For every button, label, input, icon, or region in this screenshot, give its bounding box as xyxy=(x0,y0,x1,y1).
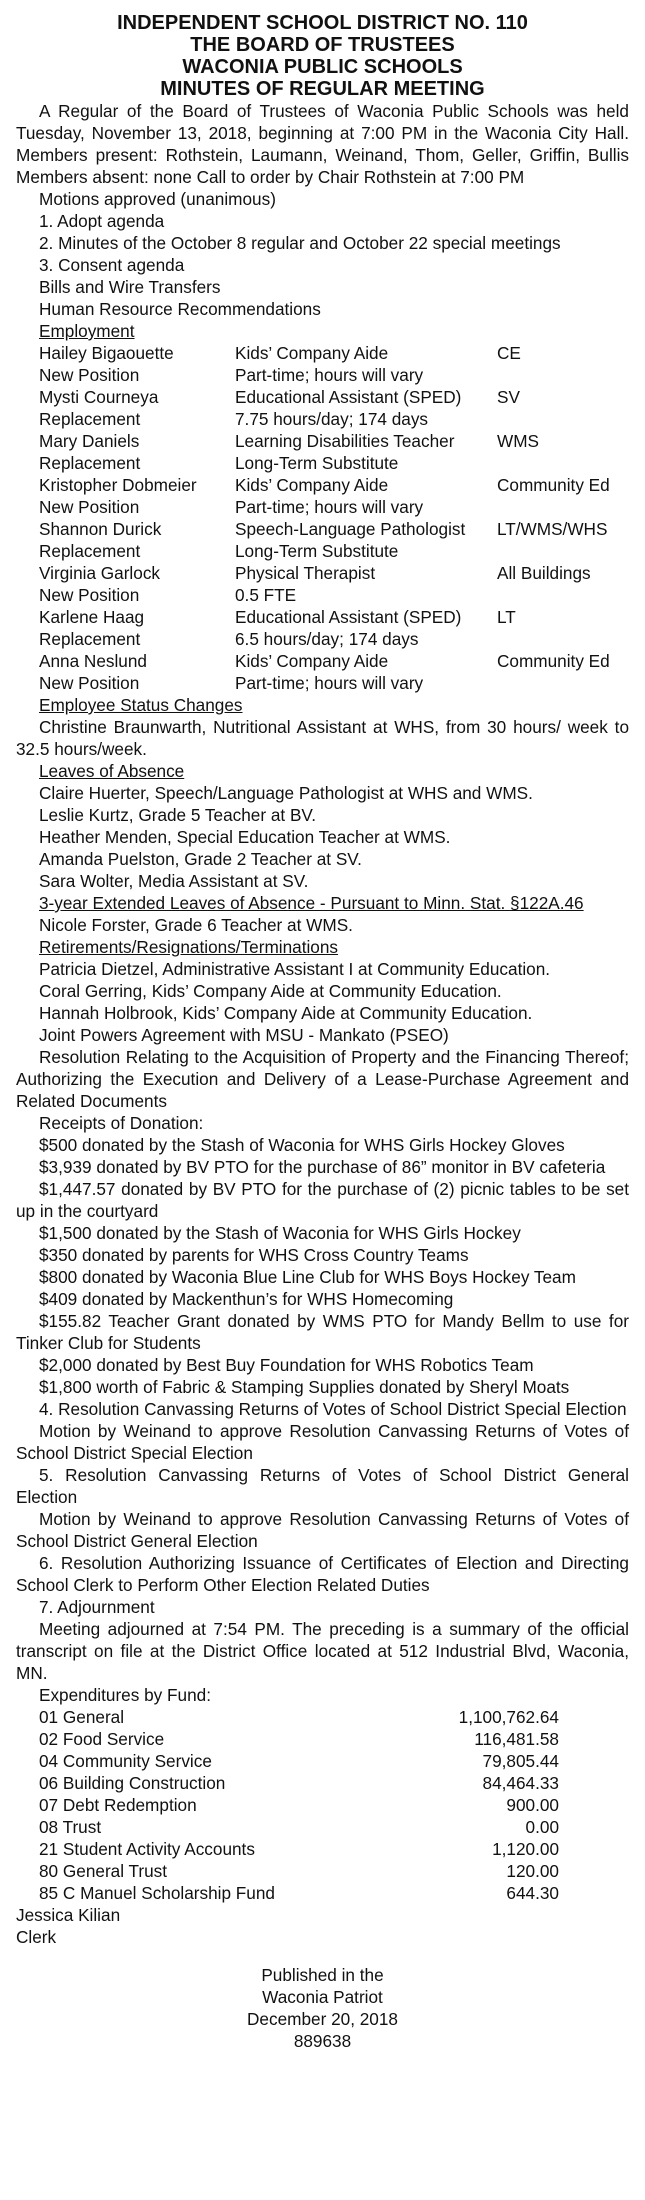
fund-amount: 84,464.33 xyxy=(482,1773,559,1793)
fund-name: 01 General xyxy=(39,1707,125,1727)
agenda-item: Motions approved (unanimous) xyxy=(39,189,276,209)
employee-location: Community Ed xyxy=(497,651,610,671)
agenda-item: 7. Adjournment xyxy=(39,1597,155,1617)
employee-name: New Position xyxy=(39,365,140,385)
donation-item: $1,447.57 donated by BV PTO for the purchase of (2) picnic tables to be set up in the courtyard xyxy=(16,1179,629,1221)
employee-location: LT xyxy=(497,607,516,627)
published-line: Published in the xyxy=(261,1965,384,1985)
receipts-heading: Receipts of Donation: xyxy=(39,1113,204,1133)
employee-role: Kids’ Company Aide xyxy=(235,475,389,495)
fund-name: 85 C Manuel Scholarship Fund xyxy=(39,1883,275,1903)
employee-role: Long-Term Substitute xyxy=(235,453,399,473)
employee-location: All Buildings xyxy=(497,563,591,583)
publication-date: December 20, 2018 xyxy=(247,2009,398,2029)
employee-location xyxy=(497,364,629,386)
employee-role: 0.5 FTE xyxy=(235,585,297,605)
employee-name: Replacement xyxy=(39,629,141,649)
expenditure-row xyxy=(16,1838,629,1860)
agenda-list xyxy=(16,188,629,320)
employee-name: Kristopher Dobmeier xyxy=(39,475,197,495)
employee-location xyxy=(497,496,629,518)
expenditure-row xyxy=(16,1882,629,1904)
employee-name: Shannon Durick xyxy=(39,519,162,539)
employee-role: 6.5 hours/day; 174 days xyxy=(235,629,419,649)
list-item: Patricia Dietzel, Administrative Assistant I at Community Education. xyxy=(39,959,551,979)
agenda-item: 3. Consent agenda xyxy=(39,255,185,275)
list-item: Hannah Holbrook, Kids’ Company Aide at Community Education. xyxy=(39,1003,533,1023)
employee-role: Part-time; hours will vary xyxy=(235,365,424,385)
fund-amount: 0.00 xyxy=(525,1817,559,1837)
minutes-title: MINUTES OF REGULAR MEETING xyxy=(160,78,485,100)
fund-amount: 1,120.00 xyxy=(492,1839,559,1859)
employment-row xyxy=(16,540,629,562)
employee-location xyxy=(497,584,629,606)
retirements-list xyxy=(16,958,629,1046)
employment-row xyxy=(16,408,629,430)
employee-location: WMS xyxy=(497,431,540,451)
employee-role: Educational Assistant (SPED) xyxy=(235,387,462,407)
employee-role: Kids’ Company Aide xyxy=(235,343,389,363)
employee-role: Speech-Language Pathologist xyxy=(235,519,466,539)
list-item: Nicole Forster, Grade 6 Teacher at WMS. xyxy=(39,915,353,935)
extended-leaves-heading: 3-year Extended Leaves of Absence - Pursuant to Minn. Stat. §122A.46 xyxy=(39,893,584,913)
agenda-item: 1. Adopt agenda xyxy=(39,211,165,231)
employment-row xyxy=(16,672,629,694)
employment-row xyxy=(16,650,629,672)
employee-name: New Position xyxy=(39,585,140,605)
publication-name: Waconia Patriot xyxy=(262,1987,383,2007)
agenda-item: 2. Minutes of the October 8 regular and October 22 special meetings xyxy=(39,233,561,253)
employee-role: Kids’ Company Aide xyxy=(235,651,389,671)
donation-item: $500 donated by the Stash of Waconia for WHS Girls Hockey Gloves xyxy=(39,1135,565,1155)
retirements-heading: Retirements/Resignations/Terminations xyxy=(39,937,339,957)
employee-name: Anna Neslund xyxy=(39,651,147,671)
expenditure-row xyxy=(16,1772,629,1794)
schools-title: WACONIA PUBLIC SCHOOLS xyxy=(182,56,463,78)
employment-row xyxy=(16,562,629,584)
donation-item: $1,500 donated by the Stash of Waconia for WHS Girls Hockey xyxy=(39,1223,521,1243)
employee-role: Long-Term Substitute xyxy=(235,541,399,561)
employment-row xyxy=(16,518,629,540)
employee-role: Part-time; hours will vary xyxy=(235,497,424,517)
board-title: THE BOARD OF TRUSTEES xyxy=(190,34,455,56)
fund-name: 21 Student Activity Accounts xyxy=(39,1839,255,1859)
list-item: Heather Menden, Special Education Teacher at WMS. xyxy=(39,827,451,847)
notice-number: 889638 xyxy=(293,2031,352,2051)
signature-title: Clerk xyxy=(16,1927,57,1947)
employee-name: Replacement xyxy=(39,541,141,561)
donation-item: $409 donated by Mackenthun’s for WHS Homecoming xyxy=(39,1289,454,1309)
employee-name: New Position xyxy=(39,673,140,693)
employment-row xyxy=(16,386,629,408)
motion-text: Motion by Weinand to approve Resolution Canvassing Returns of Votes of School District General Election xyxy=(16,1509,629,1551)
employee-name: Mary Daniels xyxy=(39,431,140,451)
fund-name: 02 Food Service xyxy=(39,1729,165,1749)
employee-location: CE xyxy=(497,343,521,363)
employee-name: New Position xyxy=(39,497,140,517)
fund-amount: 79,805.44 xyxy=(482,1751,559,1771)
donation-item: $155.82 Teacher Grant donated by WMS PTO for Mandy Bellm to use for Tinker Club for Students xyxy=(16,1311,629,1353)
employee-location xyxy=(497,408,629,430)
agenda-items-continued xyxy=(16,1398,629,1684)
employee-name: Replacement xyxy=(39,453,141,473)
employee-location xyxy=(497,672,629,694)
agenda-item: 4. Resolution Canvassing Returns of Votes of School District Special Election xyxy=(39,1399,627,1419)
employee-location xyxy=(497,452,629,474)
fund-amount: 644.30 xyxy=(506,1883,559,1903)
employment-row xyxy=(16,452,629,474)
employment-row xyxy=(16,342,629,364)
agenda-item: Bills and Wire Transfers xyxy=(39,277,221,297)
publication-footer xyxy=(16,1964,629,2052)
employment-row xyxy=(16,584,629,606)
donation-item: $800 donated by Waconia Blue Line Club for WHS Boys Hockey Team xyxy=(39,1267,576,1287)
notice-header xyxy=(16,12,629,100)
fund-amount: 900.00 xyxy=(506,1795,559,1815)
fund-amount: 120.00 xyxy=(506,1861,559,1881)
expenditures-heading: Expenditures by Fund: xyxy=(39,1685,211,1705)
list-item: Claire Huerter, Speech/Language Pathologist at WHS and WMS. xyxy=(39,783,533,803)
employment-row xyxy=(16,606,629,628)
fund-amount: 1,100,762.64 xyxy=(458,1707,559,1727)
expenditure-row xyxy=(16,1750,629,1772)
employee-name: Mysti Courneya xyxy=(39,387,159,407)
motion-text: Motion by Weinand to approve Resolution Canvassing Returns of Votes of School District Special Election xyxy=(16,1421,629,1463)
employee-role: Educational Assistant (SPED) xyxy=(235,607,462,627)
expenditure-row xyxy=(16,1816,629,1838)
leaves-heading: Leaves of Absence xyxy=(39,761,185,781)
donation-item: $350 donated by parents for WHS Cross Country Teams xyxy=(39,1245,469,1265)
employment-table xyxy=(16,342,629,694)
employee-name: Hailey Bigaouette xyxy=(39,343,174,363)
expenditures-table xyxy=(16,1706,629,1904)
employee-location xyxy=(497,628,629,650)
donation-item: $3,939 donated by BV PTO for the purchase of 86” monitor in BV cafeteria xyxy=(39,1157,606,1177)
expenditure-row xyxy=(16,1794,629,1816)
fund-name: 06 Building Construction xyxy=(39,1773,226,1793)
list-item: Amanda Puelston, Grade 2 Teacher at SV. xyxy=(39,849,362,869)
employment-row xyxy=(16,430,629,452)
employee-location xyxy=(497,540,629,562)
list-item: Leslie Kurtz, Grade 5 Teacher at BV. xyxy=(39,805,317,825)
agenda-item: 5. Resolution Canvassing Returns of Votes of School District General Election xyxy=(16,1465,629,1507)
expenditure-row xyxy=(16,1728,629,1750)
donation-item: $2,000 donated by Best Buy Foundation for WHS Robotics Team xyxy=(39,1355,534,1375)
agenda-item: Human Resource Recommendations xyxy=(39,299,321,319)
intro-paragraph: A Regular of the Board of Trustees of Waconia Public Schools was held Tuesday, November 13, 2018, beginning at 7:00 PM in the Waconia City Hall. Members present: Rothstein, Laumann, Weinand, Thom, Geller, Griffin, Bullis Members absent: none Call to order by Chair Rothstein at 7:00 PM xyxy=(16,101,629,187)
adjournment-text: Meeting adjourned at 7:54 PM. The preceding is a summary of the official transcript on file at the District Office located at 512 Industrial Blvd, Waconia, MN. xyxy=(16,1619,629,1683)
employee-role: Part-time; hours will vary xyxy=(235,673,424,693)
employee-location: LT/WMS/WHS xyxy=(497,519,608,539)
employee-role: 7.75 hours/day; 174 days xyxy=(235,409,429,429)
fund-name: 07 Debt Redemption xyxy=(39,1795,197,1815)
fund-name: 04 Community Service xyxy=(39,1751,212,1771)
signature-name: Jessica Kilian xyxy=(16,1905,121,1925)
employee-role: Learning Disabilities Teacher xyxy=(235,431,455,451)
employment-row xyxy=(16,496,629,518)
status-text: Christine Braunwarth, Nutritional Assistant at WHS, from 30 hours/ week to 32.5 hours/week. xyxy=(16,717,629,759)
employee-role: Physical Therapist xyxy=(235,563,376,583)
employment-row xyxy=(16,474,629,496)
district-title: INDEPENDENT SCHOOL DISTRICT NO. 110 xyxy=(117,12,528,34)
fund-name: 80 General Trust xyxy=(39,1861,168,1881)
fund-name: 08 Trust xyxy=(39,1817,102,1837)
list-item: Sara Wolter, Media Assistant at SV. xyxy=(39,871,309,891)
expenditure-row xyxy=(16,1860,629,1882)
donation-item: $1,800 worth of Fabric & Stamping Supplies donated by Sheryl Moats xyxy=(39,1377,570,1397)
status-heading: Employee Status Changes xyxy=(39,695,243,715)
employment-heading: Employment xyxy=(39,321,135,341)
employee-name: Virginia Garlock xyxy=(39,563,161,583)
employment-row xyxy=(16,628,629,650)
donations-list xyxy=(16,1134,629,1398)
employment-row xyxy=(16,364,629,386)
employee-location: Community Ed xyxy=(497,475,610,495)
list-item: Joint Powers Agreement with MSU - Mankato (PSEO) xyxy=(39,1025,449,1045)
expenditure-row xyxy=(16,1706,629,1728)
fund-amount: 116,481.58 xyxy=(474,1729,559,1749)
employee-name: Replacement xyxy=(39,409,141,429)
list-item: Coral Gerring, Kids’ Company Aide at Community Education. xyxy=(39,981,502,1001)
employee-name: Karlene Haag xyxy=(39,607,145,627)
leaves-list xyxy=(16,782,629,892)
property-resolution: Resolution Relating to the Acquisition of Property and the Financing Thereof; Authorizing the Execution and Delivery of a Lease-Purchase Agreement and Related Documents xyxy=(16,1047,629,1111)
agenda-item: 6. Resolution Authorizing Issuance of Certificates of Election and Directing School Clerk to Perform Other Election Related Duties xyxy=(16,1553,629,1595)
employee-location: SV xyxy=(497,387,520,407)
